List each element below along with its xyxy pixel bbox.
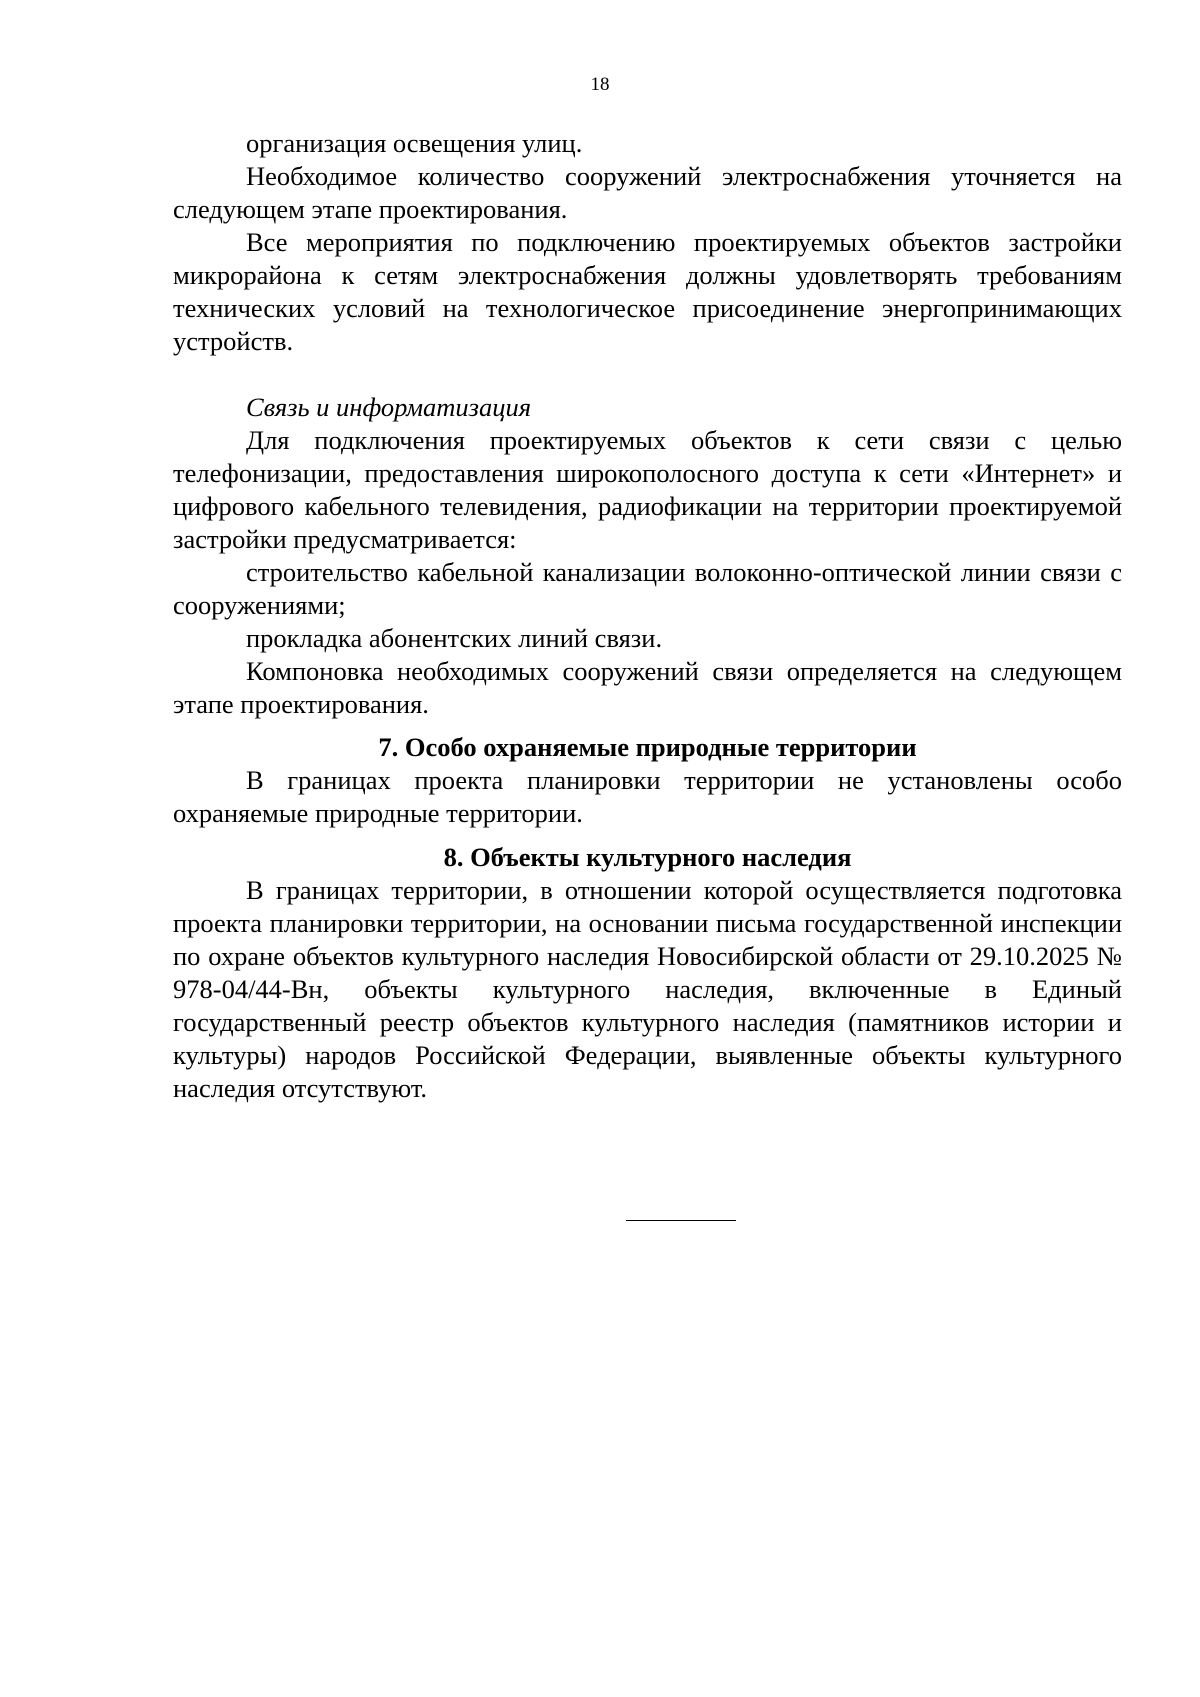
paragraph-street-lighting: организация освещения улиц. bbox=[246, 128, 583, 158]
paragraph-power-requirements: Все мероприятия по подключению проектируемых объектов застройки микрорайона к сетям электроснабжения должны удовлетворять требованиям технических условий на технологическое присоединение энергопринимающих устройств. bbox=[173, 227, 1122, 356]
document-body bbox=[173, 127, 1122, 1105]
section-heading-cultural-heritage: 8. Объекты культурного наследия bbox=[443, 842, 852, 872]
end-of-document-rule bbox=[626, 1220, 736, 1221]
paragraph-cultural-heritage: В границах территории, в отношении которой осуществляется подготовка проекта планировки территории, на основании письма государственной инспекции по охране объектов культурного наследия Новосибирской области от 29.10.2025 № 978-04/44-Вн, объекты культурного наследия, включенные в Единый государственный реестр объектов культурного наследия (памятников истории и культуры) народов Российской Федерации, выявленные объекты культурного наследия отсутствуют. bbox=[173, 875, 1122, 1103]
paragraph-subscriber-lines: прокладка абонентских линий связи. bbox=[246, 623, 663, 653]
paragraph-power-facilities: Необходимое количество сооружений электроснабжения уточняется на следующем этапе проектирования. bbox=[173, 161, 1122, 224]
paragraph-protected-areas: В границах проекта планировки территории не установлены особо охраняемые природные территории. bbox=[173, 765, 1122, 828]
page-number: 18 bbox=[590, 74, 610, 95]
paragraph-cable-construction: строительство кабельной канализации волоконно-оптической линии связи с сооружениями; bbox=[173, 557, 1122, 620]
paragraph-communications-layout: Компоновка необходимых сооружений связи определяется на следующем этапе проектирования. bbox=[173, 656, 1122, 719]
paragraph-communications-intro: Для подключения проектируемых объектов к сети связи с целью телефонизации, предоставления широкополосного доступа к сети «Интернет» и цифрового кабельного телевидения, радиофикации на территории проектируемой застройки предусматривается: bbox=[173, 425, 1122, 554]
section-heading-protected-areas: 7. Особо охраняемые природные территории bbox=[378, 732, 917, 762]
subheading-communications: Связь и информатизация bbox=[246, 392, 532, 422]
